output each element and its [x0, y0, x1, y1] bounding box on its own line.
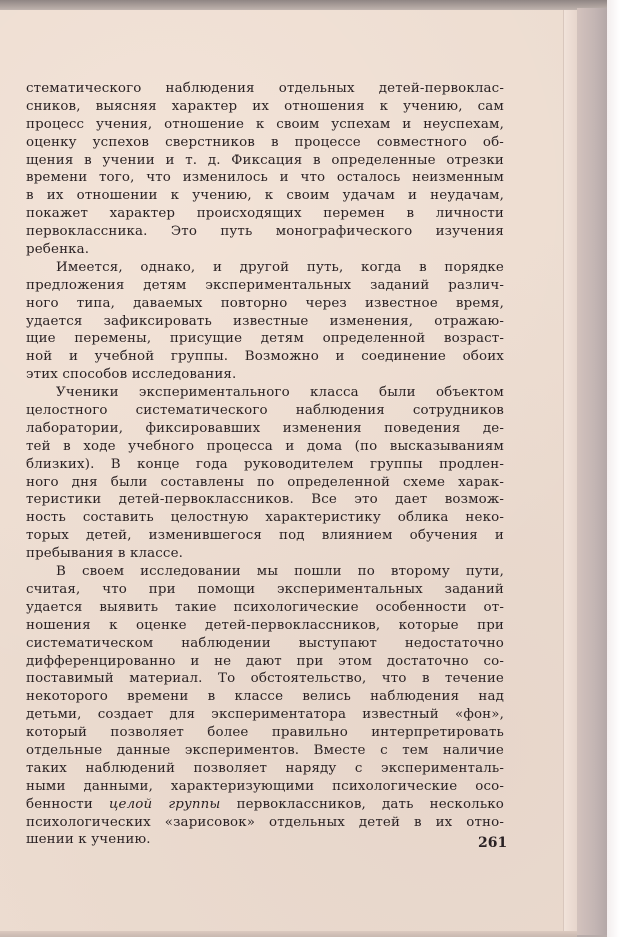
- text-line: систематическом наблюдении выступают недостаточно: [26, 635, 504, 651]
- paragraph-2: [26, 259, 504, 384]
- text-line: удается зафиксировать известные изменения, отражаю-: [26, 313, 504, 329]
- text-line: шении к учению.: [26, 832, 151, 848]
- text-line: теристики детей-первоклассников. Все это дает возмож-: [26, 492, 504, 508]
- emphasis-text: целой группы: [109, 796, 221, 812]
- text-line: сников, выясняя характер их отношения к учению, сам: [26, 98, 504, 114]
- text-line: щения в учении и т. д. Фиксация в определенные отрезки: [26, 152, 504, 168]
- text-line: ношения к оценке детей-первоклассников, которые при: [26, 617, 504, 633]
- text-line: удается выявить такие психологические особенности от-: [26, 599, 504, 615]
- page-stack-edge: [577, 8, 607, 935]
- text-line: покажет характер происходящих перемен в личности: [26, 206, 504, 222]
- text-line: Имеется, однако, и другой путь, когда в порядке: [56, 259, 504, 275]
- page-number: 261: [478, 835, 508, 851]
- text-line: ность составить целостную характеристику облика неко-: [26, 510, 504, 526]
- text-line: щие перемены, присущие детям определенной возраст-: [26, 331, 504, 347]
- text-line: детьми, создает для экспериментатора известный «фон»,: [26, 707, 504, 723]
- text-line: тей в ходе учебного процесса и дома (по высказываниям: [26, 438, 504, 454]
- text-line: который позволяет более правильно интерпретировать: [26, 725, 504, 741]
- page-bottom-edge: [0, 931, 577, 937]
- text-line: времени того, что изменилось и что осталось неизменным: [26, 170, 504, 186]
- text-line: лаборатории, фиксировавших изменения поведения де-: [26, 420, 504, 436]
- text-run: первоклассников, дать несколько: [220, 796, 504, 812]
- text-line: поставимый материал. То обстоятельство, что в течение: [26, 671, 504, 687]
- text-line: процесс учения, отношение к своим успехам и неуспехам,: [26, 116, 504, 132]
- text-line: первоклассника. Это путь монографического изучения: [26, 224, 504, 240]
- text-line: ного дня были составлены по определенной схеме харак-: [26, 474, 504, 490]
- text-run: бенности: [26, 796, 110, 812]
- text-line: ного типа, даваемых повторно через известное время,: [26, 295, 504, 311]
- paragraph-4: [26, 563, 504, 849]
- scan-margin: [607, 0, 620, 937]
- text-line: отдельные данные экспериментов. Вместе с тем наличие: [26, 742, 504, 758]
- text-line: оценку успехов сверстников в процессе совместного об-: [26, 134, 504, 150]
- text-line: близких). В конце года руководителем группы продлен-: [26, 456, 504, 472]
- text-line: целостного систематического наблюдения сотрудников: [26, 403, 504, 419]
- text-line: В своем исследовании мы пошли по второму пути,: [56, 564, 504, 580]
- paragraph-3: [26, 384, 504, 563]
- page-edge: [563, 10, 578, 933]
- text-line: стематического наблюдения отдельных детей-первоклас-: [26, 81, 504, 96]
- text-line: некоторого времени в классе велись наблюдения над: [26, 689, 504, 705]
- text-line: дифференцированно и не дают при этом достаточно со-: [26, 653, 504, 669]
- text-line: психологических «зарисовок» отдельных детей в их отно-: [26, 814, 504, 830]
- paragraph-1: [26, 80, 504, 259]
- text-line: этих способов исследования.: [26, 367, 237, 383]
- text-line: предложения детям экспериментальных заданий различ-: [26, 277, 504, 293]
- text-line: пребывания в классе.: [26, 546, 184, 562]
- text-line: Ученики экспериментального класса были объектом: [56, 385, 504, 401]
- body-text: [26, 80, 504, 849]
- text-line-with-emphasis: [26, 796, 504, 814]
- text-line: считая, что при помощи экспериментальных заданий: [26, 581, 504, 597]
- text-line: ной и учебной группы. Возможно и соединение обоих: [26, 349, 504, 365]
- text-line: таких наблюдений позволяет наряду с эксперименталь-: [26, 760, 504, 776]
- text-line: ребенка.: [26, 242, 90, 258]
- text-line: торых детей, изменившегося под влиянием обучения и: [26, 528, 504, 544]
- text-line: в их отношении к учению, к своим удачам и неудачам,: [26, 188, 504, 204]
- text-line: ными данными, характеризующими психологические осо-: [26, 778, 504, 794]
